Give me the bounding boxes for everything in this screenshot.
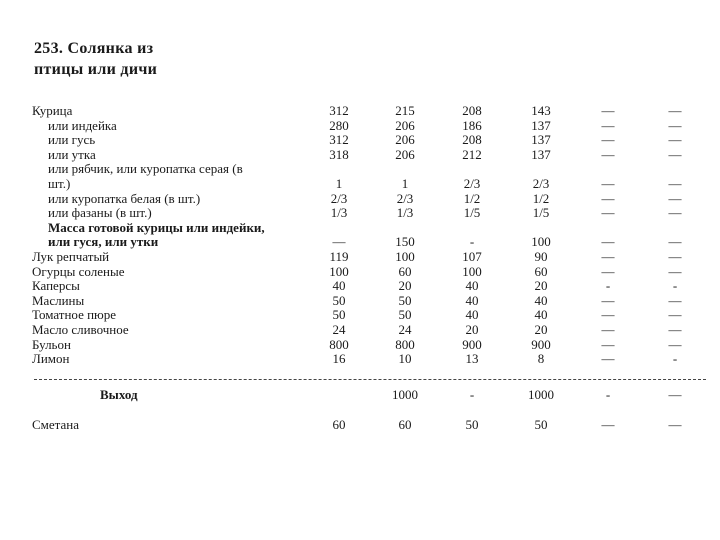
quantity-cell: - (605, 278, 611, 294)
recipe-title-line-2: птицы или дичи (34, 61, 158, 78)
quantity-cell: 137 (531, 146, 551, 162)
quantity-cell: 40 (465, 307, 479, 323)
quantity-cell: 40 (465, 278, 479, 294)
quantity-cell: 2/3 (463, 175, 481, 191)
ingredient-name: Масса готовой курицы или индейки, (48, 219, 265, 235)
quantity-cell: 137 (531, 132, 551, 148)
quantity-cell: 1/5 (532, 205, 550, 221)
quantity-cell: 2/3 (532, 175, 550, 191)
sour-cream-row (32, 418, 712, 433)
quantity-cell: — (601, 132, 615, 148)
table-row (32, 206, 712, 221)
quantity-cell: — (601, 205, 615, 221)
quantity-cell: 100 (531, 234, 551, 250)
table-row (32, 119, 712, 134)
quantity-cell: 100 (462, 263, 482, 279)
table-row (32, 308, 712, 323)
quantity-cell: 212 (462, 146, 482, 162)
quantity-cell: 119 (329, 248, 349, 264)
yield-value: - (605, 387, 611, 402)
quantity-cell: — (601, 103, 615, 118)
quantity-cell: 50 (332, 292, 346, 308)
table-row (32, 221, 712, 236)
ingredient-name: или фазаны (в шт.) (48, 205, 152, 221)
quantity-cell: 1 (335, 175, 343, 191)
table-row (32, 162, 712, 177)
table-row (32, 192, 712, 207)
ingredient-name: или рябчик, или куропатка серая (в (48, 161, 243, 177)
quantity-cell: 137 (531, 117, 551, 133)
quantity-cell: - (672, 351, 678, 367)
sour-cream-value: — (601, 417, 615, 432)
quantity-cell: 60 (398, 263, 412, 279)
table-row (32, 250, 712, 265)
sour-cream-value: — (668, 417, 682, 432)
quantity-cell: — (601, 146, 615, 162)
quantity-cell: 206 (395, 132, 415, 148)
ingredient-name: или гусь (48, 132, 96, 148)
quantity-cell: 2/3 (330, 190, 348, 206)
ingredient-table (32, 104, 712, 367)
quantity-cell: 312 (329, 132, 349, 148)
ingredient-name: Огурцы соленые (32, 263, 125, 279)
table-divider (34, 379, 706, 380)
ingredient-name: Томатное пюре (32, 307, 117, 323)
yield-value: 1000 (392, 387, 418, 402)
quantity-cell: 208 (462, 103, 482, 118)
ingredient-name: Бульон (32, 336, 71, 352)
quantity-cell: 50 (398, 292, 412, 308)
quantity-cell: 318 (329, 146, 349, 162)
quantity-cell: — (668, 248, 682, 264)
ingredient-name: Лимон (32, 351, 70, 367)
quantity-cell: 1/3 (330, 205, 348, 221)
quantity-cell: - (672, 278, 678, 294)
quantity-cell: 206 (395, 146, 415, 162)
quantity-cell: 150 (395, 234, 415, 250)
quantity-cell: — (668, 234, 682, 250)
quantity-cell: — (601, 336, 615, 352)
quantity-cell: — (601, 292, 615, 308)
quantity-cell: — (601, 263, 615, 279)
yield-row (32, 388, 712, 403)
quantity-cell: — (668, 117, 682, 133)
sour-cream-label: Сметана (32, 417, 80, 432)
ingredient-name: Масло сливочное (32, 321, 129, 337)
quantity-cell: 24 (332, 321, 346, 337)
quantity-cell: — (601, 190, 615, 206)
quantity-cell: 312 (329, 103, 349, 118)
ingredient-name: или гуся, или утки (48, 234, 159, 250)
quantity-cell: — (601, 248, 615, 264)
quantity-cell: — (668, 263, 682, 279)
quantity-cell: 16 (332, 351, 346, 367)
quantity-cell: 900 (531, 336, 551, 352)
quantity-cell: 1 (401, 175, 409, 191)
quantity-cell: — (668, 321, 682, 337)
ingredient-name: Каперсы (32, 278, 80, 294)
ingredient-name: или куропатка белая (в шт.) (48, 190, 201, 206)
quantity-cell: 90 (534, 248, 548, 264)
quantity-cell: — (601, 351, 615, 367)
yield-value: 1000 (528, 387, 554, 402)
quantity-cell: 206 (395, 117, 415, 133)
quantity-cell: 800 (329, 336, 349, 352)
quantity-cell: 100 (395, 248, 415, 264)
table-row (32, 148, 712, 163)
quantity-cell: 100 (329, 263, 349, 279)
quantity-cell: 2/3 (396, 190, 414, 206)
quantity-cell: 143 (531, 103, 551, 118)
quantity-cell: 900 (462, 336, 482, 352)
quantity-cell: 1/5 (463, 205, 481, 221)
ingredient-name: шт.) (48, 175, 71, 191)
yield-label: Выход (100, 387, 138, 402)
quantity-cell: 40 (332, 278, 346, 294)
quantity-cell: 107 (462, 248, 482, 264)
quantity-cell: — (668, 146, 682, 162)
quantity-cell: — (668, 132, 682, 148)
quantity-cell: 20 (398, 278, 412, 294)
quantity-cell: 280 (329, 117, 349, 133)
quantity-cell: 50 (332, 307, 346, 323)
quantity-cell: — (668, 307, 682, 323)
quantity-cell: — (668, 336, 682, 352)
ingredient-name: или индейка (48, 117, 117, 133)
quantity-cell: 40 (534, 307, 548, 323)
quantity-cell: 800 (395, 336, 415, 352)
quantity-cell: — (668, 292, 682, 308)
quantity-cell: 8 (537, 351, 545, 367)
quantity-cell: — (668, 175, 682, 191)
table-row (32, 352, 712, 367)
quantity-cell: 40 (465, 292, 479, 308)
table-row (32, 133, 712, 148)
sour-cream-value: 50 (534, 417, 548, 432)
sour-cream-value: 60 (398, 417, 412, 432)
table-row (32, 265, 712, 280)
quantity-cell: 50 (398, 307, 412, 323)
quantity-cell: 186 (462, 117, 482, 133)
quantity-cell: — (601, 117, 615, 133)
ingredient-name: Курица (32, 103, 73, 118)
table-row (32, 338, 712, 353)
quantity-cell: 215 (395, 103, 415, 118)
quantity-cell: 208 (462, 132, 482, 148)
quantity-cell: — (668, 205, 682, 221)
quantity-cell: — (601, 321, 615, 337)
quantity-cell: — (668, 190, 682, 206)
yield-value: - (469, 387, 475, 402)
quantity-cell: — (601, 234, 615, 250)
quantity-cell: 40 (534, 292, 548, 308)
table-row (32, 294, 712, 309)
quantity-cell: - (469, 234, 475, 250)
quantity-cell: 24 (398, 321, 412, 337)
sour-cream-value: 50 (465, 417, 479, 432)
ingredient-name: или утка (48, 146, 96, 162)
quantity-cell: 20 (534, 278, 548, 294)
quantity-cell: — (668, 103, 682, 118)
quantity-cell: — (601, 307, 615, 323)
recipe-title-line-1: 253. Солянка из (34, 40, 154, 57)
quantity-cell: 20 (534, 321, 548, 337)
recipe-title (34, 38, 157, 80)
quantity-cell: 1/3 (396, 205, 414, 221)
ingredient-name: Лук репчатый (32, 248, 110, 264)
table-row (32, 177, 712, 192)
quantity-cell: 60 (534, 263, 548, 279)
table-row (32, 104, 712, 119)
quantity-cell: — (332, 234, 346, 250)
table-row (32, 235, 712, 250)
quantity-cell: 20 (465, 321, 479, 337)
table-row (32, 279, 712, 294)
quantity-cell: 1/2 (463, 190, 481, 206)
table-row (32, 323, 712, 338)
quantity-cell: — (601, 175, 615, 191)
ingredient-name: Маслины (32, 292, 85, 308)
quantity-cell: 1/2 (532, 190, 550, 206)
yield-value: — (668, 387, 682, 402)
quantity-cell: 10 (398, 351, 412, 367)
quantity-cell: 13 (465, 351, 479, 367)
sour-cream-value: 60 (332, 417, 346, 432)
